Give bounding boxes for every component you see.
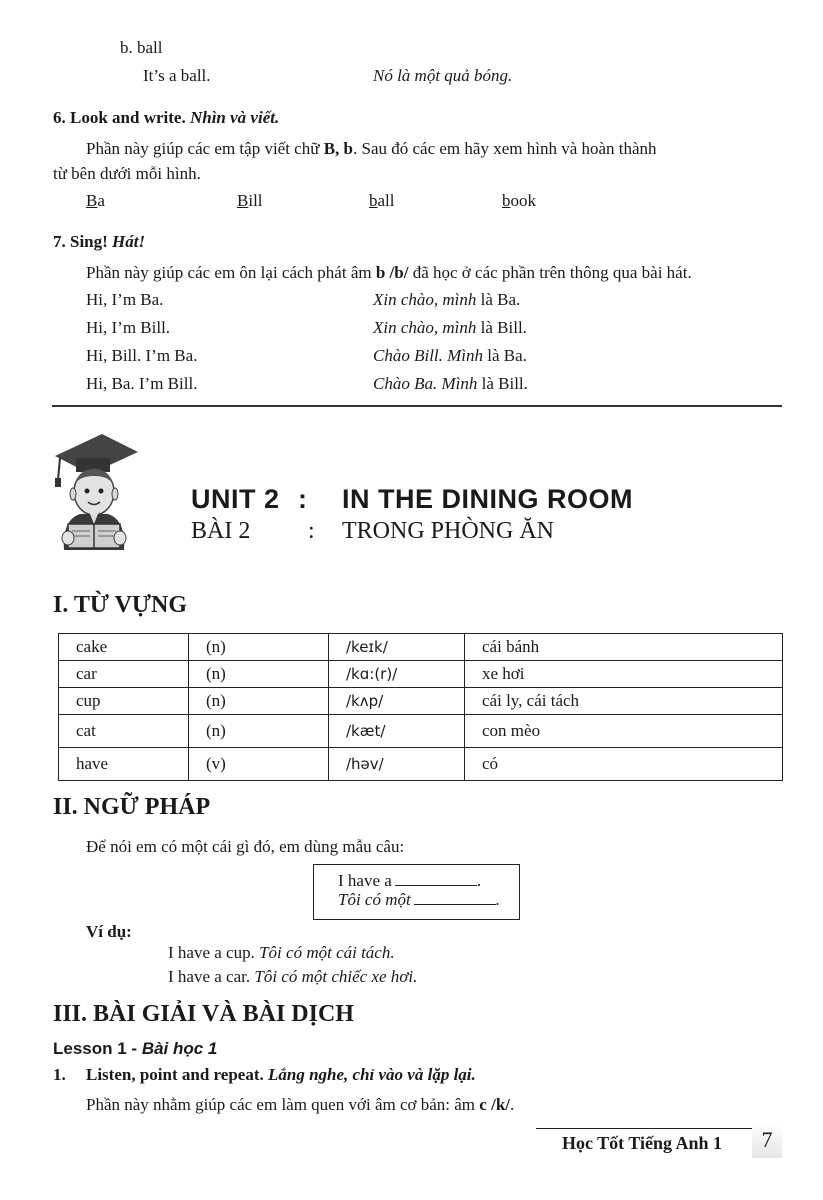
pattern-english: I have a . bbox=[338, 871, 482, 890]
song-line-vi: Chào Bill. Mình là Ba. bbox=[373, 346, 527, 365]
book-title: Học Tốt Tiếng Anh 1 bbox=[562, 1133, 723, 1153]
page-number: 7 bbox=[752, 1124, 782, 1158]
song-line-en: Hi, Ba. I’m Bill. bbox=[86, 374, 198, 393]
grammar-intro: Để nói em có một cái gì đó, em dùng mẫu câu: bbox=[86, 837, 405, 856]
vocab-ipa: /kʌp/ bbox=[329, 688, 465, 715]
vocab-word: car bbox=[59, 661, 189, 688]
item-b-english: It’s a ball. bbox=[143, 66, 211, 85]
student-mascot-icon bbox=[50, 428, 140, 552]
table-row bbox=[59, 715, 783, 748]
lesson-1-heading: Lesson 1 - Bài học 1 bbox=[53, 1039, 218, 1058]
exercise-7-description: Phần này giúp các em ôn lại cách phát âm b /b/ đã học ở các phần trên thông qua bài hát. bbox=[86, 263, 692, 282]
vocab-word: have bbox=[59, 748, 189, 781]
table-row bbox=[59, 634, 783, 661]
answers-heading: III. BÀI GIẢI VÀ BÀI DỊCH bbox=[53, 1001, 354, 1027]
footer-divider bbox=[536, 1128, 756, 1129]
vocabulary-heading: I. TỪ VỰNG bbox=[53, 592, 188, 618]
item-b-label: b. ball bbox=[120, 38, 163, 57]
exercise-7-title-en: 7. Sing! bbox=[53, 232, 108, 251]
desc-text: . Sau đó các em hãy xem hình và hoàn thành bbox=[353, 139, 657, 158]
song-line-en: Hi, I’m Ba. bbox=[86, 290, 164, 309]
section-divider bbox=[52, 405, 782, 407]
vocab-meaning: có bbox=[465, 748, 783, 781]
vocab-meaning: xe hơi bbox=[465, 661, 783, 688]
word-book: book bbox=[502, 191, 536, 210]
vocab-word: cake bbox=[59, 634, 189, 661]
song-line-en: Hi, I’m Bill. bbox=[86, 318, 171, 337]
word-ball: ball bbox=[369, 191, 395, 210]
song-line-vi: Xin chào, mình là Ba. bbox=[373, 290, 521, 309]
exercise-7-title-vi: Hát! bbox=[112, 232, 146, 251]
desc-letters: B, b bbox=[323, 139, 353, 158]
unit-title: IN THE DINING ROOM bbox=[342, 484, 633, 514]
word-bill: Bill bbox=[237, 191, 263, 210]
vocab-ipa: /keɪk/ bbox=[329, 634, 465, 661]
unit-colon: : bbox=[298, 484, 308, 514]
vocab-ipa: /kɑ:(r)/ bbox=[329, 661, 465, 688]
word-ba: Ba bbox=[86, 191, 105, 210]
vocab-pos: (n) bbox=[189, 715, 329, 748]
table-row bbox=[59, 661, 783, 688]
lesson-label-vi: BÀI 2 bbox=[191, 518, 251, 544]
vocab-pos: (v) bbox=[189, 748, 329, 781]
exercise-7-title bbox=[53, 231, 145, 253]
lesson-colon-vi: : bbox=[308, 518, 315, 544]
vocab-pos: (n) bbox=[189, 634, 329, 661]
exercise-6-title-en: 6. Look and write. bbox=[53, 108, 186, 127]
exercise-6-description-line2: từ bên dưới mỗi hình. bbox=[53, 164, 201, 183]
song-line-vi: Xin chào, mình là Bill. bbox=[373, 318, 527, 337]
exercise-6-title bbox=[53, 107, 279, 129]
item-b-vietnamese: Nó là một quả bóng. bbox=[373, 66, 513, 85]
vocab-word: cup bbox=[59, 688, 189, 715]
pattern-vietnamese: Tôi có một . bbox=[338, 890, 500, 909]
exercise-6-title-vi: Nhìn và viết. bbox=[189, 108, 280, 127]
item-1-number: 1. bbox=[53, 1065, 66, 1084]
vocab-pos: (n) bbox=[189, 661, 329, 688]
grammar-heading: II. NGỮ PHÁP bbox=[53, 794, 211, 820]
vocab-meaning: con mèo bbox=[465, 715, 783, 748]
song-line-en: Hi, Bill. I’m Ba. bbox=[86, 346, 198, 365]
item-1-title: Listen, point and repeat. Lắng nghe, chỉ vào và lặp lại. bbox=[86, 1065, 476, 1084]
item-1-description: Phần này nhằm giúp các em làm quen với âm cơ bản: âm c /k/. bbox=[86, 1095, 515, 1114]
vocab-pos: (n) bbox=[189, 688, 329, 715]
example-1: I have a cup. Tôi có một cái tách. bbox=[168, 943, 395, 962]
example-label: Ví dụ: bbox=[86, 922, 132, 941]
vocab-ipa: /həv/ bbox=[329, 748, 465, 781]
vocab-ipa: /kæt/ bbox=[329, 715, 465, 748]
vocab-word: cat bbox=[59, 715, 189, 748]
table-row bbox=[59, 688, 783, 715]
vocab-meaning: cái bánh bbox=[465, 634, 783, 661]
exercise-6-description bbox=[86, 138, 657, 160]
sentence-pattern-box bbox=[313, 864, 520, 920]
vocab-meaning: cái ly, cái tách bbox=[465, 688, 783, 715]
unit-label: UNIT 2 bbox=[191, 484, 280, 514]
desc-text: Phần này giúp các em tập viết chữ bbox=[86, 139, 324, 158]
vocabulary-table bbox=[58, 633, 783, 781]
example-2: I have a car. Tôi có một chiếc xe hơi. bbox=[168, 967, 418, 986]
table-row bbox=[59, 748, 783, 781]
lesson-title-vi: TRONG PHÒNG ĂN bbox=[342, 518, 555, 544]
song-line-vi: Chào Ba. Mình là Bill. bbox=[373, 374, 528, 393]
